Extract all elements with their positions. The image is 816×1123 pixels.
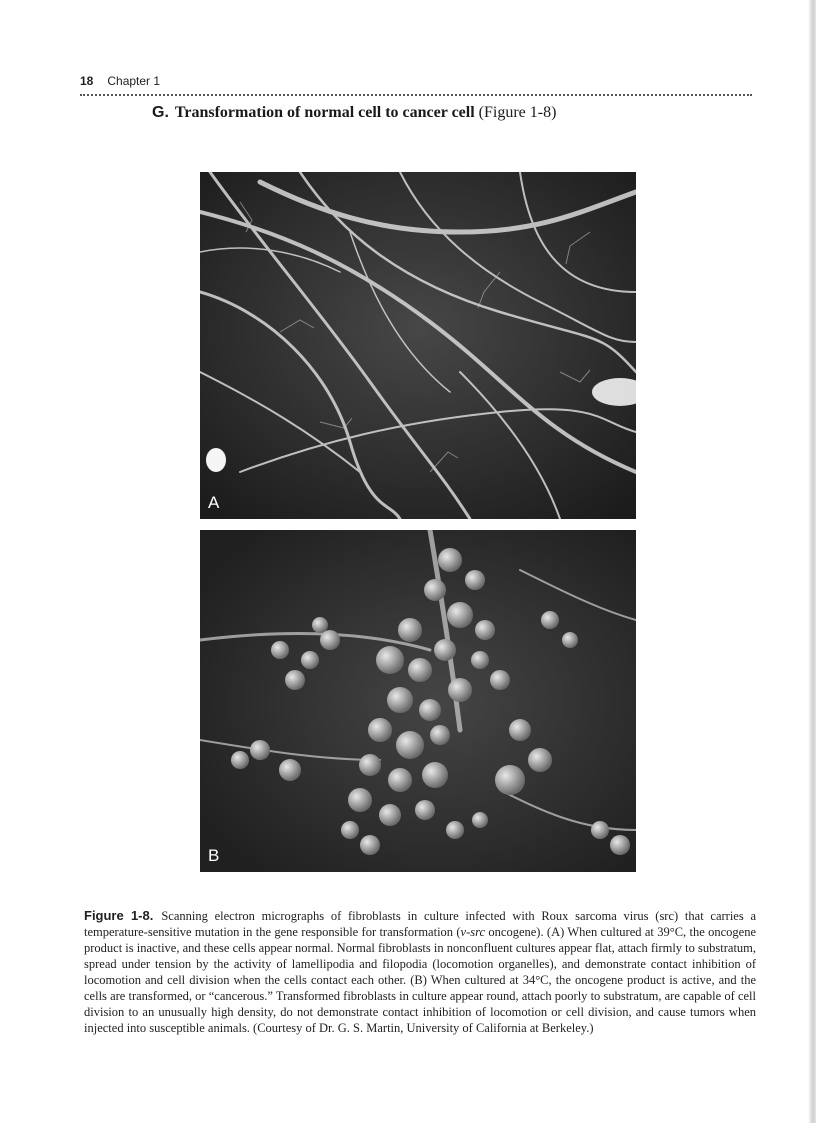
panel-label-b: B xyxy=(208,846,220,865)
chapter-label: Chapter 1 xyxy=(107,74,161,88)
panel-label-a: A xyxy=(208,493,220,512)
page-edge-shadow xyxy=(808,0,816,1123)
figure-caption xyxy=(84,908,756,1036)
section-letter: G. xyxy=(152,104,169,121)
micrograph-a-image xyxy=(200,172,636,519)
micrograph-panel-a xyxy=(200,172,636,519)
caption-gene-name: v-src xyxy=(460,925,486,939)
header-divider xyxy=(80,94,752,96)
section-title: Transformation of normal cell to cancer cell xyxy=(174,104,475,121)
section-heading xyxy=(152,104,752,122)
page-number: 18 xyxy=(80,74,94,88)
micrograph-panel-b xyxy=(200,530,636,872)
micrograph-b-image xyxy=(200,530,636,872)
running-header xyxy=(80,74,752,90)
figure-label: Figure 1-8. xyxy=(84,908,154,923)
caption-text-1: Scanning electron micrographs of fibroblasts in culture infected with Roux sarcoma virus (src) that carries a temperature-sensitive mutation in the gene responsible for transformation ( xyxy=(84,909,756,939)
caption-text-2: oncogene). (A) When cultured at 39°C, the oncogene product is inactive, and these cells appear normal. Normal fibroblasts in nonconfluent cultures appear flat, attach firmly to substratum, spread under tension by the activity of lamellipodia and filopodia (locomotion organelles), and demonstrate contact inhibition of locomotion and cell division when the cells contact each other. (B) When cultured at 34°C, the oncogene product is active, and the cells are transformed, or “cancerous.” Transformed fibroblasts in culture appear round, attach poorly to substratum, are capable of cell division to an unusually high density, do not demonstrate contact inhibition of locomotion or cell division, and cause tumors when injected into susceptible animals. (Courtesy of Dr. G. S. Martin, University of California at Berkeley.) xyxy=(84,925,757,1035)
section-figure-ref: (Figure 1-8) xyxy=(478,104,557,121)
